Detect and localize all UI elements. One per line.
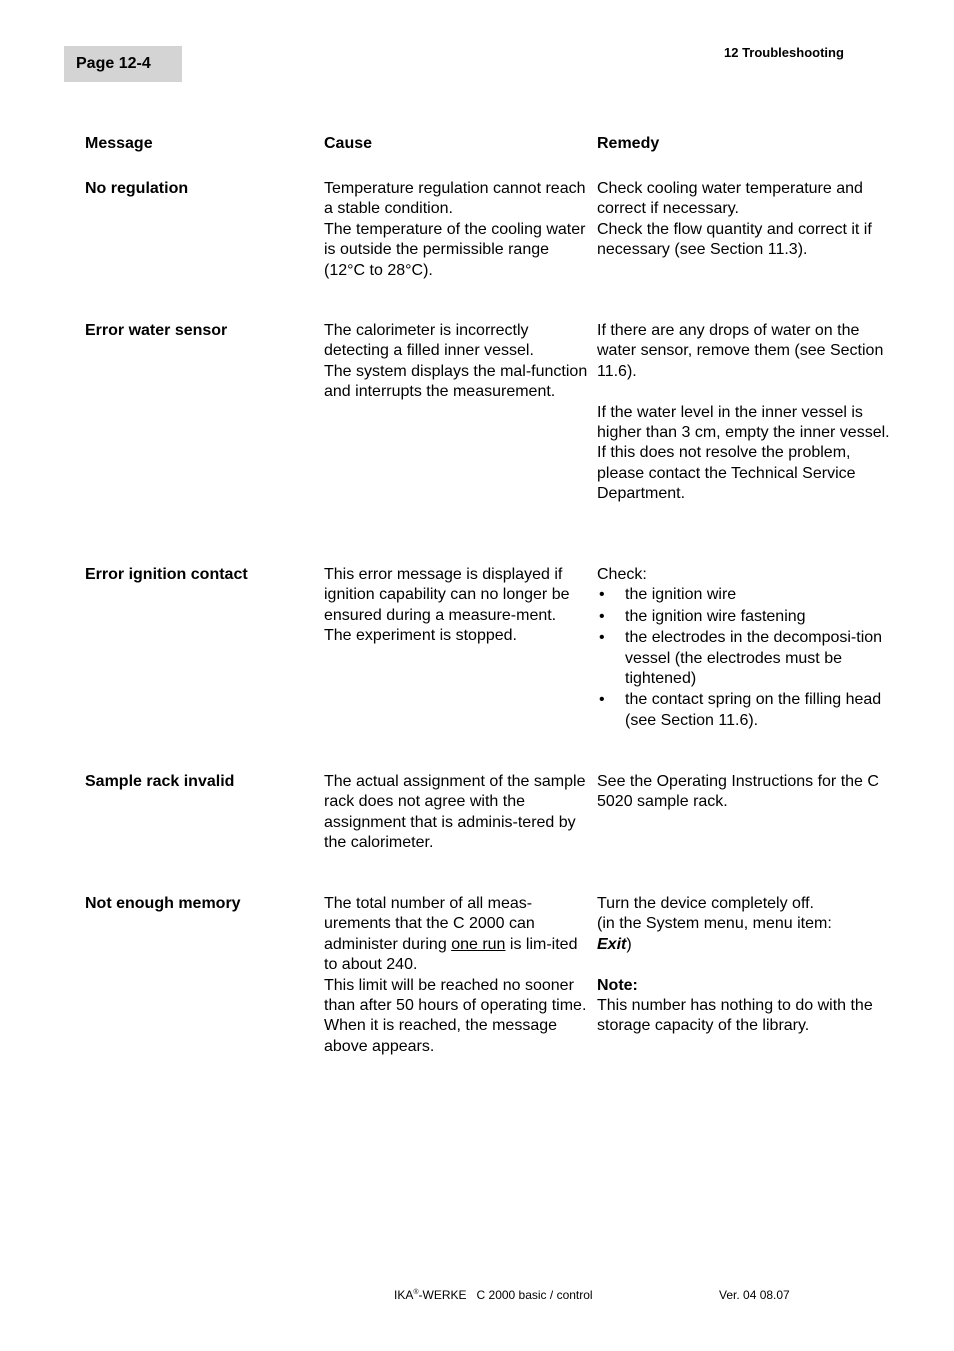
page-label: Page 12-4 xyxy=(76,55,151,72)
remedy-text: If this does not resolve the problem, please contact the Technical Service Department. xyxy=(597,444,856,503)
column-header-cause: Cause xyxy=(324,135,373,152)
row-cause xyxy=(324,772,589,854)
remedy-intro: Check: xyxy=(597,566,647,583)
footer-product: IKA®-WERKE C 2000 basic / control xyxy=(394,1288,593,1302)
row-message: Error ignition contact xyxy=(85,566,248,583)
row-cause xyxy=(324,179,589,281)
row-cause xyxy=(324,894,589,1057)
column-header-remedy: Remedy xyxy=(597,135,660,152)
cause-text: The experiment is stopped. xyxy=(324,627,517,645)
note-label: Note: xyxy=(597,976,638,994)
list-item: • the electrodes in the decomposi-tion vessel (the electrodes must be tightened) xyxy=(597,628,897,689)
remedy-text: If there are any drops of water on the water sensor, remove them (see Section 11.6). xyxy=(597,322,884,380)
row-message: Sample rack invalid xyxy=(85,773,235,790)
row-remedy xyxy=(597,321,897,505)
list-item: • the ignition wire xyxy=(597,585,897,605)
remedy-text: Turn the device completely off. xyxy=(597,895,814,912)
cause-text: The system displays the mal-function and interrupts the measurement. xyxy=(324,362,588,401)
cause-text: The total number of all meas-urements that the C 2000 can administer during one run is lim-ited to about 240. xyxy=(324,895,578,974)
remedy-text: If the water level in the inner vessel is higher than 3 cm, empty the inner vessel. xyxy=(597,403,890,442)
row-message: Not enough memory xyxy=(85,895,241,912)
menu-item-name: Exit xyxy=(597,935,627,953)
underlined-term: one run xyxy=(451,935,506,953)
cause-text: The calorimeter is incorrectly detecting a filled inner vessel. xyxy=(324,322,534,360)
column-header-message: Message xyxy=(85,135,153,152)
row-remedy xyxy=(597,179,897,261)
row-message: No regulation xyxy=(85,180,189,197)
row-cause xyxy=(324,321,589,403)
row-remedy xyxy=(597,772,897,813)
row-cause xyxy=(324,565,589,647)
list-item: • the ignition wire fastening xyxy=(597,607,897,627)
remedy-text: (in the System menu, menu item: Exit) xyxy=(597,915,832,953)
bullet-list xyxy=(597,585,897,731)
section-title: 12 Troubleshooting xyxy=(724,45,844,60)
remedy-text: Check the flow quantity and correct it if necessary (see Section 11.3). xyxy=(597,220,872,259)
row-remedy xyxy=(597,894,897,1037)
cause-text: The temperature of the cooling water is outside the permissible range (12°C to 28°C). xyxy=(324,220,586,279)
cause-text: Temperature regulation cannot reach a stable condition. xyxy=(324,180,586,218)
cause-text: This error message is displayed if ignition capability can no longer be ensured during a measure-ment. xyxy=(324,566,570,624)
remedy-text: See the Operating Instructions for the C 5020 sample rack. xyxy=(597,773,879,811)
page-number-tab xyxy=(64,46,182,82)
cause-text: This limit will be reached no sooner than after 50 hours of operating time. When it is reached, the message above appears. xyxy=(324,976,587,1055)
footer-version: Ver. 04 08.07 xyxy=(719,1288,790,1302)
remedy-text: Check cooling water temperature and correct if necessary. xyxy=(597,180,863,218)
row-remedy xyxy=(597,565,897,732)
list-item: • the contact spring on the filling head (see Section 11.6). xyxy=(597,690,897,731)
row-message: Error water sensor xyxy=(85,322,228,339)
cause-text: The actual assignment of the sample rack does not agree with the assignment that is adminis-tered by the calorimeter. xyxy=(324,773,586,852)
registered-mark: ® xyxy=(413,1289,419,1296)
note-text: This number has nothing to do with the storage capacity of the library. xyxy=(597,997,873,1035)
